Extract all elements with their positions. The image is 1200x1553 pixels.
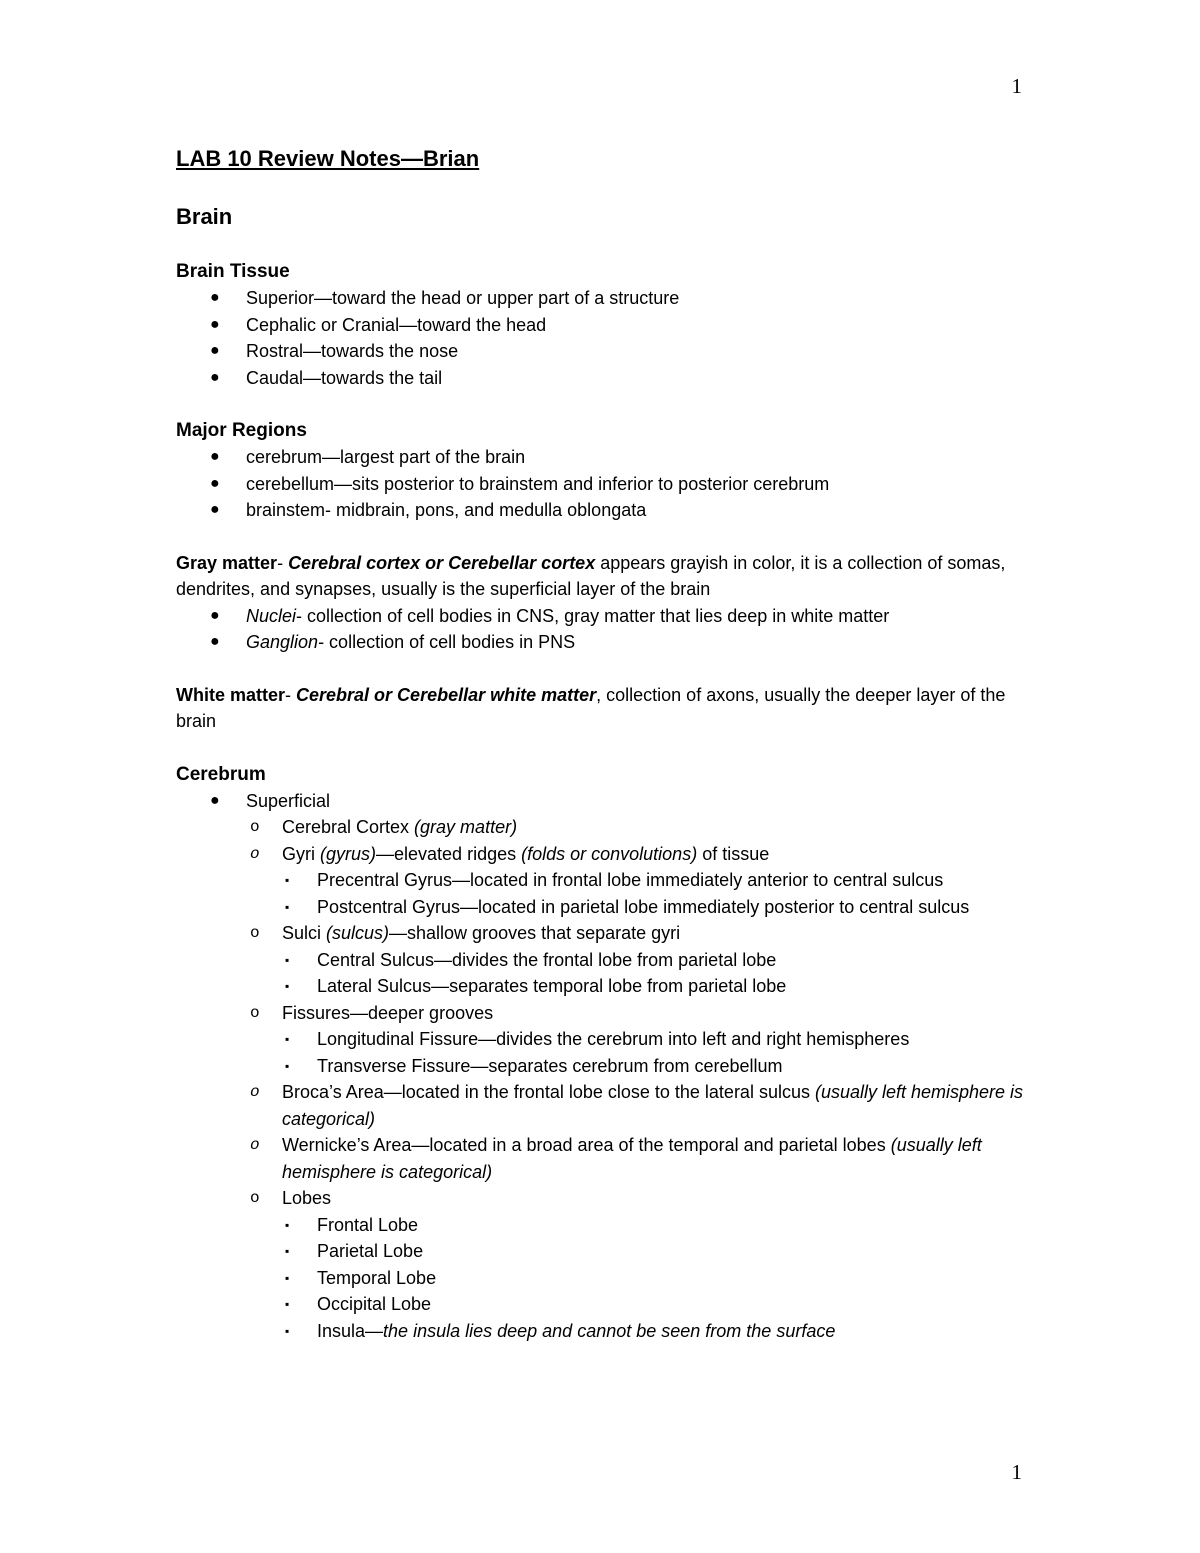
circle-bullet-icon: o — [250, 818, 260, 836]
list-item: ● Superior—toward the head or upper part of a structure — [176, 285, 1026, 312]
bullet-icon: ● — [210, 501, 220, 518]
list-item: o Lobes ▪ Frontal Lobe ▪ Parietal Lobe ▪ Temporal Lobe ▪ Occipital Lobe ▪ Insula—the insula lies deep and cannot be seen from the surface — [246, 1185, 1026, 1344]
list-item: ▪ Central Sulcus—divides the frontal lobe from parietal lobe — [282, 947, 1026, 974]
list-item: ● Caudal—towards the tail — [176, 365, 1026, 392]
circle-bullet-icon: o — [250, 1189, 260, 1207]
square-bullet-icon: ▪ — [285, 873, 290, 887]
document-body — [176, 144, 1026, 1344]
list-item: ● brainstem- midbrain, pons, and medulla oblongata — [176, 497, 1026, 524]
list-item: ▪ Postcentral Gyrus—located in parietal lobe immediately posterior to central sulcus — [282, 894, 1026, 921]
gray-matter-paragraph: Gray matter- Cerebral cortex or Cerebellar cortex appears grayish in color, it is a collection of somas, dendrites, and synapses, usually is the superficial layer of the brain — [176, 552, 1006, 599]
fissures-sublist — [282, 1026, 1026, 1079]
cerebrum-heading: Cerebrum — [176, 763, 266, 785]
square-bullet-icon: ▪ — [285, 952, 290, 967]
list-item: o Sulci (sulcus)—shallow grooves that separate gyri ▪ Central Sulcus—divides the frontal lobe from parietal lobe ▪ Lateral Sulcus—separates temporal lobe from parietal lobe — [246, 920, 1026, 1000]
circle-bullet-icon: o — [250, 1003, 260, 1022]
brain-heading: Brain — [176, 204, 233, 229]
square-bullet-icon: ▪ — [285, 1270, 290, 1285]
list-item: ● Cephalic or Cranial—toward the head — [176, 312, 1026, 339]
brain-tissue-list — [176, 285, 1026, 391]
bullet-icon: ● — [210, 289, 220, 306]
list-item: ● Rostral—towards the nose — [176, 338, 1026, 365]
list-item: o Wernicke’s Area—located in a broad area of the temporal and parietal lobes (usually left hemisphere is categorical) — [246, 1132, 1026, 1185]
square-bullet-icon: ▪ — [285, 1058, 290, 1073]
superficial-sublist — [246, 814, 1026, 1344]
bullet-icon: ● — [210, 342, 220, 359]
gray-matter-label: Gray matter — [176, 552, 278, 573]
list-item: ▪ Insula—the insula lies deep and cannot be seen from the surface — [282, 1318, 1026, 1345]
gray-matter-emphasis: Cerebral cortex or Cerebellar cortex — [288, 552, 596, 573]
list-item: ▪ Frontal Lobe — [282, 1212, 1026, 1239]
white-matter-emphasis: Cerebral or Cerebellar white matter — [296, 684, 597, 705]
bullet-icon: ● — [210, 606, 220, 624]
square-bullet-icon: ▪ — [285, 1297, 290, 1311]
list-item: ▪ Occipital Lobe — [282, 1291, 1026, 1318]
gray-matter-list — [176, 603, 1026, 656]
circle-bullet-icon: o — [250, 1083, 260, 1101]
list-item: ● Nuclei- collection of cell bodies in CNS, gray matter that lies deep in white matter — [176, 603, 1026, 630]
square-bullet-icon: ▪ — [285, 1217, 290, 1232]
list-item: o Broca’s Area—located in the frontal lobe close to the lateral sulcus (usually left hemisphere is categorical) — [246, 1079, 1026, 1132]
cerebrum-list — [176, 788, 1026, 1345]
square-bullet-icon: ▪ — [285, 1323, 290, 1338]
major-regions-list — [176, 444, 1026, 524]
document-title: LAB 10 Review Notes—Brian — [176, 146, 480, 171]
bullet-icon: ● — [210, 368, 220, 386]
bullet-icon: ● — [210, 474, 220, 492]
bullet-icon: ● — [210, 791, 220, 809]
bullet-icon: ● — [210, 448, 220, 465]
gyri-sublist — [282, 867, 1026, 920]
list-item: o Gyri (gyrus)—elevated ridges (folds or convolutions) of tissue ▪ Precentral Gyrus—located in frontal lobe immediately anterior to central sulcus ▪ Postcentral Gyrus—located in parietal lobe immediately posterior to central sulcus — [246, 841, 1026, 921]
list-item: ● cerebellum—sits posterior to brainstem and inferior to posterior cerebrum — [176, 471, 1026, 498]
list-item: o Fissures—deeper grooves ▪ Longitudinal Fissure—divides the cerebrum into left and right hemispheres ▪ Transverse Fissure—separates cerebrum from cerebellum — [246, 1000, 1026, 1080]
circle-bullet-icon: o — [250, 844, 260, 863]
list-item: ▪ Temporal Lobe — [282, 1265, 1026, 1292]
circle-bullet-icon: o — [250, 924, 260, 942]
white-matter-label: White matter — [176, 684, 286, 705]
white-matter-paragraph: White matter- Cerebral or Cerebellar white matter, collection of axons, usually the deeper layer of the brain — [176, 684, 1006, 731]
list-item: ▪ Lateral Sulcus—separates temporal lobe from parietal lobe — [282, 973, 1026, 1000]
page-number-footer: 1 — [1011, 1460, 1022, 1484]
list-item: ● cerebrum—largest part of the brain — [176, 444, 1026, 471]
square-bullet-icon: ▪ — [285, 1244, 290, 1258]
sulci-sublist — [282, 947, 1026, 1000]
brain-tissue-heading: Brain Tissue — [176, 261, 290, 282]
major-regions-heading: Major Regions — [176, 420, 307, 441]
square-bullet-icon: ▪ — [285, 979, 290, 993]
bullet-icon: ● — [210, 633, 220, 650]
list-item: o Cerebral Cortex (gray matter) — [246, 814, 1026, 841]
square-bullet-icon: ▪ — [285, 899, 290, 914]
list-item: ▪ Transverse Fissure—separates cerebrum from cerebellum — [282, 1053, 1026, 1080]
list-item: ▪ Precentral Gyrus—located in frontal lobe immediately anterior to central sulcus — [282, 867, 1026, 894]
bullet-icon: ● — [210, 315, 220, 333]
list-item: ● Ganglion- collection of cell bodies in PNS — [176, 629, 1026, 656]
list-item: ▪ Longitudinal Fissure—divides the cerebrum into left and right hemispheres — [282, 1026, 1026, 1053]
lobes-sublist — [282, 1212, 1026, 1345]
circle-bullet-icon: o — [250, 1136, 260, 1154]
square-bullet-icon: ▪ — [285, 1032, 290, 1046]
list-item: ● Superficial o Cerebral Cortex (gray matter) o Gyri (gyrus)—elevated ridges (folds or convolutions) of tissue ▪ Precentral Gyrus—located in frontal lobe immediately anterior to central sulcus ▪ Postcentral Gyrus—located in parietal lobe immediately posterior to central sulcus o Sulci (sulcus)—shallow grooves that separate gyri ▪ Central Sulcus—divides the frontal lobe from parietal lobe ▪ Lateral Sulcus—separates temporal lobe from parietal lobe o Fissures—deeper grooves ▪ Longitudinal Fissure—divides the cerebrum into left and right hemispheres ▪ Transverse Fissure—separates cerebrum from cerebellum o Broca’s Area—located in the frontal lobe close to the lateral sulcus (usually left hemisphere is categorical) o Wernicke’s Area—located in a broad area of the temporal and parietal lobes (usually left hemisphere is categorical) o Lobes ▪ Frontal Lobe ▪ Parietal Lobe ▪ Temporal Lobe ▪ Occipital Lobe ▪ Insula—the insula lies deep and cannot be seen from the surface — [176, 788, 1026, 1345]
list-item: ▪ Parietal Lobe — [282, 1238, 1026, 1265]
page-number-header: 1 — [1011, 74, 1022, 98]
